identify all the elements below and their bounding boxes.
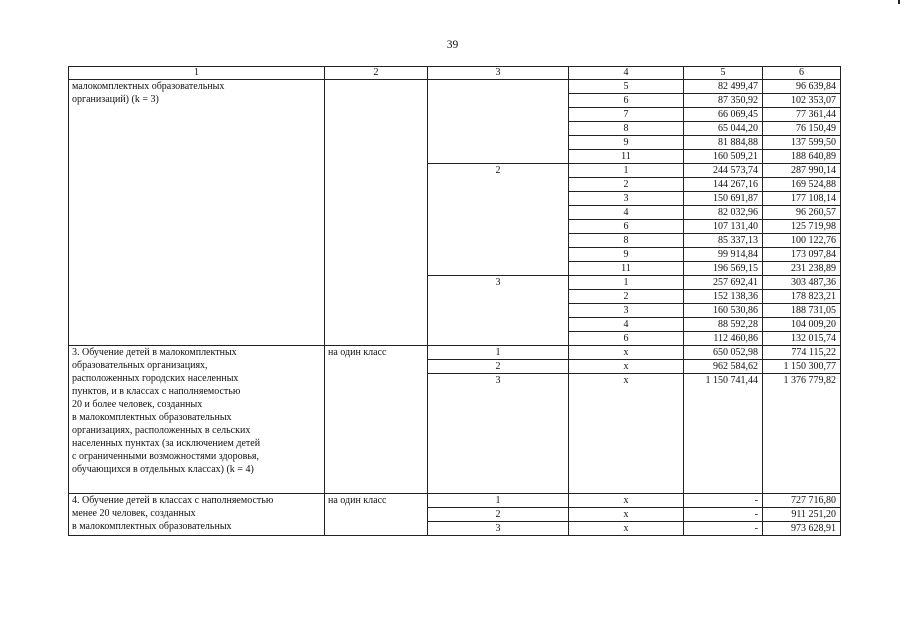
value-cell: 96 260,57 — [763, 206, 841, 220]
value-cell: 160 530,86 — [684, 304, 763, 318]
value-cell: 257 692,41 — [684, 276, 763, 290]
grade-cell: х — [569, 360, 684, 374]
grade-cell: 9 — [569, 136, 684, 150]
page-number: 39 — [446, 39, 459, 51]
row-description — [69, 346, 325, 494]
grade-cell: х — [569, 346, 684, 360]
value-cell: - — [684, 508, 763, 522]
class-count-cell: 2 — [428, 360, 569, 374]
grade-cell: 5 — [569, 80, 684, 94]
description-line: организаций) (k = 3) — [72, 94, 159, 105]
value-cell: 152 138,36 — [684, 290, 763, 304]
class-group-cell: 2 — [428, 164, 569, 276]
value-cell: 104 009,20 — [763, 318, 841, 332]
column-header: 3 — [428, 67, 569, 80]
description-line: 3. Обучение детей в малокомплектных — [72, 347, 237, 358]
unit-cell — [325, 80, 428, 346]
grade-cell: х — [569, 374, 684, 494]
value-cell: 76 150,49 — [763, 122, 841, 136]
grade-cell: 2 — [569, 290, 684, 304]
value-cell: 82 499,47 — [684, 80, 763, 94]
value-cell: 196 569,15 — [684, 262, 763, 276]
class-count-cell: 3 — [428, 374, 569, 494]
value-cell: 132 015,74 — [763, 332, 841, 346]
class-group-cell: 3 — [428, 276, 569, 346]
row-description — [69, 494, 325, 536]
value-cell: 125 719,98 — [763, 220, 841, 234]
value-cell: 65 044,20 — [684, 122, 763, 136]
value-cell: 87 350,92 — [684, 94, 763, 108]
value-cell: 287 990,14 — [763, 164, 841, 178]
column-header: 6 — [763, 67, 841, 80]
value-cell: 88 592,28 — [684, 318, 763, 332]
grade-cell: 9 — [569, 248, 684, 262]
value-cell: 96 639,84 — [763, 80, 841, 94]
description-line: 20 и более человек, созданных — [72, 399, 203, 410]
value-cell: 99 914,84 — [684, 248, 763, 262]
value-cell: 727 716,80 — [763, 494, 841, 508]
description-line: организациях, расположенных в сельских — [72, 425, 251, 436]
value-cell: 160 509,21 — [684, 150, 763, 164]
class-group-cell — [428, 80, 569, 164]
value-cell: 962 584,62 — [684, 360, 763, 374]
value-cell: 231 238,89 — [763, 262, 841, 276]
value-cell: 66 069,45 — [684, 108, 763, 122]
description-line: менее 20 человек, созданных — [72, 508, 196, 519]
grade-cell: 6 — [569, 332, 684, 346]
value-cell: 169 524,88 — [763, 178, 841, 192]
corner-mark — [898, 0, 900, 4]
grade-cell: х — [569, 494, 684, 508]
value-cell: 1 376 779,82 — [763, 374, 841, 494]
value-cell: 137 599,50 — [763, 136, 841, 150]
class-count-cell: 1 — [428, 346, 569, 360]
grade-cell: х — [569, 508, 684, 522]
value-cell: 303 487,36 — [763, 276, 841, 290]
column-header: 4 — [569, 67, 684, 80]
value-cell: - — [684, 522, 763, 536]
value-cell: 1 150 741,44 — [684, 374, 763, 494]
table-row — [69, 80, 841, 94]
table-row — [69, 494, 841, 508]
value-cell: 77 361,44 — [763, 108, 841, 122]
value-cell: 173 097,84 — [763, 248, 841, 262]
value-cell: 973 628,91 — [763, 522, 841, 536]
value-cell: 774 115,22 — [763, 346, 841, 360]
description-line: обучающихся в отдельных классах) (k = 4) — [72, 464, 254, 475]
value-cell: 150 691,87 — [684, 192, 763, 206]
description-line: малокомплектных образовательных — [72, 81, 225, 92]
grade-cell: 7 — [569, 108, 684, 122]
grade-cell: 8 — [569, 122, 684, 136]
description-line: с ограниченными возможностями здоровья, — [72, 451, 259, 462]
value-cell: 1 150 300,77 — [763, 360, 841, 374]
value-cell: 177 108,14 — [763, 192, 841, 206]
value-cell: 650 052,98 — [684, 346, 763, 360]
tariff-table — [68, 66, 841, 536]
value-cell: 144 267,16 — [684, 178, 763, 192]
grade-cell: 4 — [569, 318, 684, 332]
value-cell: 81 884,88 — [684, 136, 763, 150]
grade-cell: 3 — [569, 304, 684, 318]
value-cell: 102 353,07 — [763, 94, 841, 108]
grade-cell: 2 — [569, 178, 684, 192]
value-cell: 82 032,96 — [684, 206, 763, 220]
value-cell: 188 640,89 — [763, 150, 841, 164]
grade-cell: 6 — [569, 94, 684, 108]
value-cell: 100 122,76 — [763, 234, 841, 248]
column-header: 2 — [325, 67, 428, 80]
unit-cell: на один класс — [325, 494, 428, 536]
value-cell: 107 131,40 — [684, 220, 763, 234]
grade-cell: 3 — [569, 192, 684, 206]
value-cell: 188 731,05 — [763, 304, 841, 318]
table-row — [69, 346, 841, 360]
grade-cell: 1 — [569, 276, 684, 290]
grade-cell: х — [569, 522, 684, 536]
grade-cell: 6 — [569, 220, 684, 234]
grade-cell: 4 — [569, 206, 684, 220]
class-count-cell: 2 — [428, 508, 569, 522]
description-line: в малокомплектных образовательных — [72, 521, 232, 532]
grade-cell: 1 — [569, 164, 684, 178]
value-cell: - — [684, 494, 763, 508]
value-cell: 911 251,20 — [763, 508, 841, 522]
description-line: 4. Обучение детей в классах с наполняемостью — [72, 495, 274, 506]
column-header: 1 — [69, 67, 325, 80]
grade-cell: 11 — [569, 262, 684, 276]
unit-cell: на один класс — [325, 346, 428, 494]
grade-cell: 8 — [569, 234, 684, 248]
row-description — [69, 80, 325, 346]
value-cell: 85 337,13 — [684, 234, 763, 248]
description-line: в малокомплектных образовательных — [72, 412, 232, 423]
value-cell: 244 573,74 — [684, 164, 763, 178]
grade-cell: 11 — [569, 150, 684, 164]
class-count-cell: 3 — [428, 522, 569, 536]
class-count-cell: 1 — [428, 494, 569, 508]
description-line: образовательных организациях, — [72, 360, 208, 371]
description-line: населенных пунктах (за исключением детей — [72, 438, 261, 449]
header-row — [69, 67, 841, 80]
value-cell: 112 460,86 — [684, 332, 763, 346]
description-line: пунктов, и в классах с наполняемостью — [72, 386, 241, 397]
description-line: расположенных городских населенных — [72, 373, 239, 384]
column-header: 5 — [684, 67, 763, 80]
value-cell: 178 823,21 — [763, 290, 841, 304]
